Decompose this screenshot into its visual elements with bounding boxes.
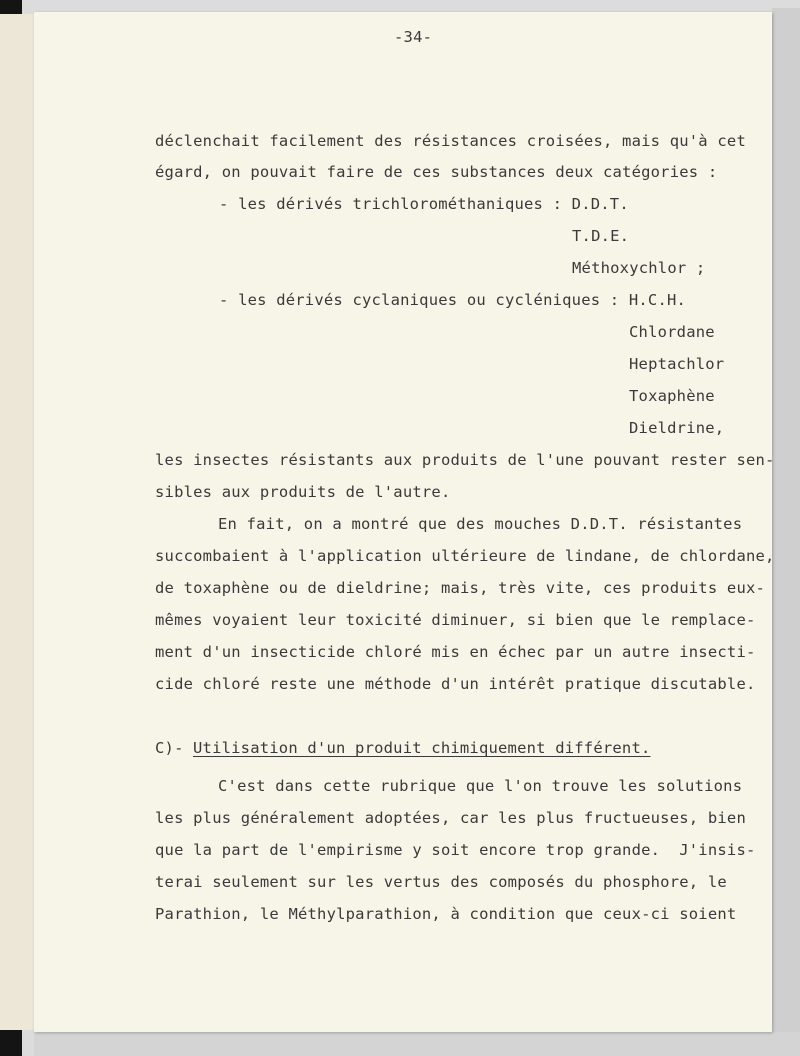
section-c-line-5: Parathion, le Méthylparathion, à condition que ceux-ci soient <box>155 905 737 923</box>
paragraph2-line-1: En fait, on a montré que des mouches D.D.T. résistantes <box>218 515 743 533</box>
paragraph2-line-3: de toxaphène ou de dieldrine; mais, très vite, ces produits eux- <box>155 579 766 597</box>
group2-item-1: Chlordane <box>629 323 715 341</box>
previous-page-edge <box>0 14 37 1030</box>
group2-item-3: Toxaphène <box>629 387 715 405</box>
paragraph2-line-5: ment d'un insecticide chloré mis en échec par un autre insecti- <box>155 643 756 661</box>
group1-item-2: Méthoxychlor ; <box>572 259 706 277</box>
paragraph2-line-4: mêmes voyaient leur toxicité diminuer, si bien que le remplace- <box>155 611 756 629</box>
section-c-prefix: C)- <box>155 739 184 757</box>
bottom-margin-strip <box>34 1032 800 1056</box>
paragraph1-line-2: sibles aux produits de l'autre. <box>155 483 451 501</box>
group1-label: - les dérivés trichlorométhaniques : D.D.T. <box>219 195 629 213</box>
intro-line-2: égard, on pouvait faire de ces substances deux catégories : <box>155 163 718 181</box>
right-margin-strip <box>772 8 800 1038</box>
group2-item-2: Heptachlor <box>629 355 725 373</box>
section-c-line-1: C'est dans cette rubrique que l'on trouve les solutions <box>218 777 743 795</box>
paragraph2-line-2: succombaient à l'application ultérieure de lindane, de chlordane, <box>155 547 775 565</box>
section-c-line-3: que la part de l'empirisme y soit encore trop grande. J'insis- <box>155 841 756 859</box>
paragraph2-line-6: cide chloré reste une méthode d'un intérêt pratique discutable. <box>155 675 756 693</box>
intro-line-1: déclenchait facilement des résistances croisées, mais qu'à cet <box>155 132 746 150</box>
typewritten-page <box>34 12 775 1032</box>
group2-item-4: Dieldrine, <box>629 419 725 437</box>
section-c-line-2: les plus généralement adoptées, car les plus fructueuses, bien <box>155 809 746 827</box>
group2-label: - les dérivés cyclaniques ou cycléniques : H.C.H. <box>219 291 687 309</box>
section-c-heading: Utilisation d'un produit chimiquement différent. <box>193 739 651 757</box>
section-c-line-4: terai seulement sur les vertus des composés du phosphore, le <box>155 873 727 891</box>
paragraph1-line-1: les insectes résistants aux produits de l'une pouvant rester sen- <box>155 451 775 469</box>
group1-item-1: T.D.E. <box>572 227 630 245</box>
page-number: -34- <box>394 28 433 46</box>
